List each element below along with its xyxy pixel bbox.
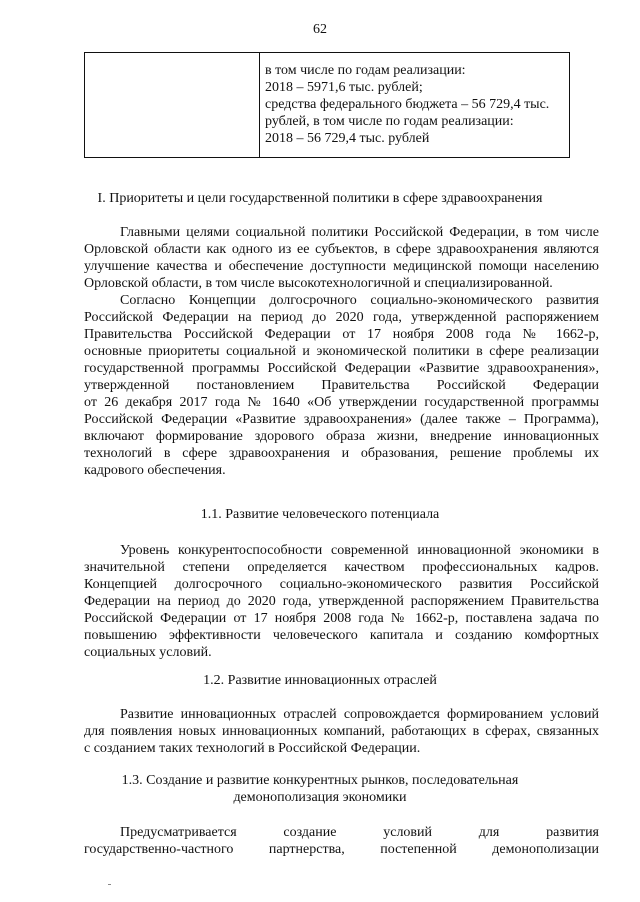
- text-line: Российской Федерации на период до 2020 года, утвержденной распоряжением: [84, 310, 599, 325]
- text-line: кадрового обеспечения.: [84, 463, 226, 478]
- text-line: включают формирование здорового образа жизни, внедрение инновационных: [84, 429, 599, 444]
- text-line: Российской Федерации «Развитие здравоохранения» (далее также – Программа),: [84, 412, 599, 427]
- table-right-cell: [260, 53, 569, 157]
- table-left-cell: [85, 53, 260, 157]
- text-line: основные приоритеты социальной и экономической политики в сфере реализации: [84, 344, 599, 359]
- text-line: с созданием таких технологий в Российской Федерации.: [84, 741, 421, 756]
- text-line: технологий в сфере здравоохранения и образования, решение проблемы их: [84, 446, 599, 461]
- text-line: повышению эффективности человеческого капитала и созданию комфортных: [84, 628, 599, 643]
- paragraph-concept: [84, 292, 599, 479]
- paragraph-innovation: [84, 706, 599, 757]
- text-line: государственно-частного партнерства, постепенной демонополизации: [84, 842, 599, 857]
- paragraph-goals: [84, 224, 599, 292]
- text-line: от 26 декабря 2017 года № 1640 «Об утверждении государственной программы: [84, 395, 599, 410]
- text-line: Орловской области как одного из ее субъектов, в сфере здравоохранения являются: [84, 242, 599, 257]
- text-line: Предусматривается создание условий для развития: [120, 825, 599, 840]
- text-line: Развитие инновационных отраслей сопровождается формированием условий: [120, 707, 599, 722]
- text-line: Уровень конкурентоспособности современной инновационной экономики в: [120, 543, 599, 558]
- section-heading-1-3: [0, 772, 640, 806]
- table-line: 2018 – 56 729,4 тыс. рублей: [265, 131, 430, 146]
- text-line: Российской Федерации от 17 ноября 2008 года № 1662-р, поставлена задача по: [84, 611, 599, 626]
- paragraph-human-potential: [84, 542, 599, 661]
- text-line: Орловской области, в том числе высокотехнологичной и специализированной.: [84, 276, 553, 291]
- section-heading-1-2: 1.2. Развитие инновационных отраслей: [203, 673, 437, 688]
- text-line: значительной степени определяется качеством профессиональных кадров.: [84, 560, 599, 575]
- text-line: Концепцией долгосрочного социально-экономического развития Российской: [84, 577, 599, 592]
- heading-line: 1.3. Создание и развитие конкурентных рынков, последовательная: [121, 773, 519, 788]
- scan-speck: [108, 884, 111, 885]
- text-line: Главными целями социальной политики Российской Федерации, в том числе: [120, 225, 599, 240]
- table-line: в том числе по годам реализации:: [265, 63, 466, 78]
- text-line: Согласно Концепции долгосрочного социально-экономического развития: [120, 293, 599, 308]
- heading-line: демонополизация экономики: [233, 790, 407, 805]
- text-line: Правительства Российской Федерации от 17 ноября 2008 года № 1662-р,: [84, 327, 599, 342]
- text-line: улучшение качества и обеспечение доступности медицинской помощи населению: [84, 259, 599, 274]
- text-line: государственной программы Российской Федерации «Развитие здравоохранения»,: [84, 361, 599, 376]
- table-line: рублей, в том числе по годам реализации:: [265, 114, 514, 129]
- text-line: для появления новых инновационных компаний, работающих в сферах, связанных: [84, 724, 599, 739]
- section-heading-1-1: 1.1. Развитие человеческого потенциала: [200, 507, 440, 522]
- text-line: социальных условий.: [84, 645, 212, 660]
- table-line: средства федерального бюджета – 56 729,4 тыс.: [265, 97, 550, 112]
- funding-table: [84, 52, 570, 158]
- table-line: 2018 – 5971,6 тыс. рублей;: [265, 80, 423, 95]
- page-number: 62: [313, 22, 327, 37]
- text-line: утвержденной постановлением Правительства Российской Федерации: [84, 378, 599, 393]
- text-line: Федерации на период до 2020 года, утвержденной распоряжением Правительства: [84, 594, 599, 609]
- section-heading-priorities: I. Приоритеты и цели государственной политики в сфере здравоохранения: [97, 191, 543, 206]
- paragraph-competition: [84, 824, 599, 858]
